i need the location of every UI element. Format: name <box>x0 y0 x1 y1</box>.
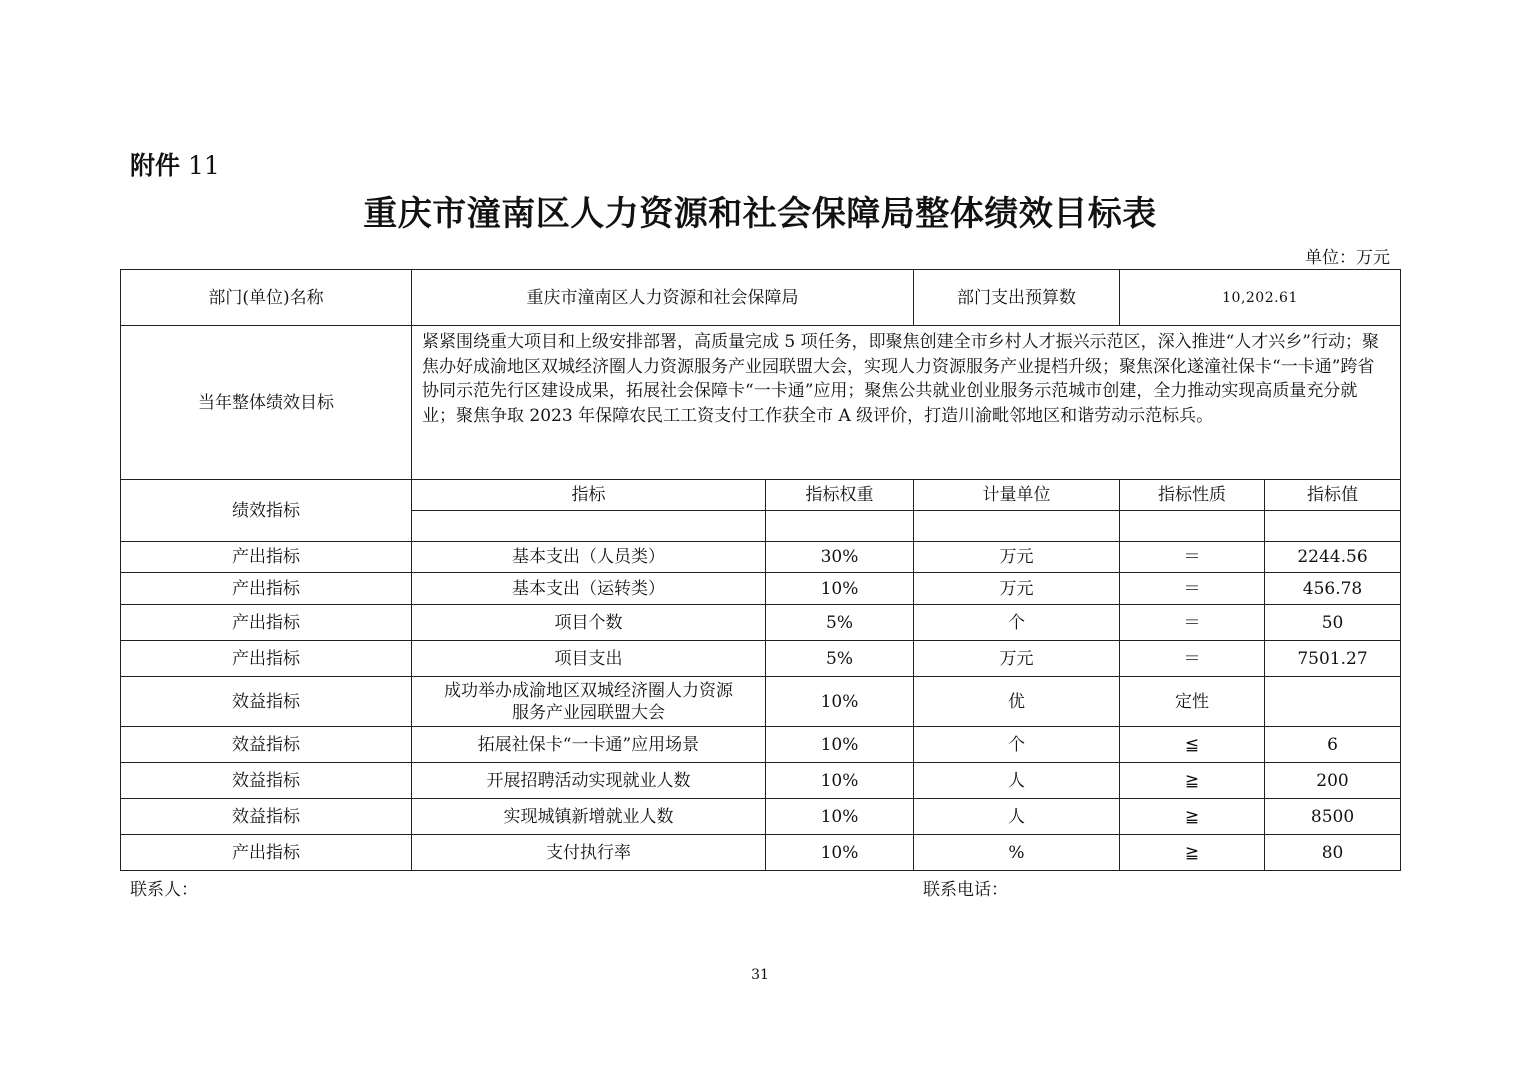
page-number: 31 <box>751 967 769 983</box>
row-indicator: 基本支出（运转类） <box>412 573 766 605</box>
row-nature: ＝ <box>1120 573 1265 605</box>
row-weight: 30% <box>766 542 914 573</box>
row-value <box>1265 677 1401 727</box>
row-weight: 10% <box>766 677 914 727</box>
row-weight: 5% <box>766 641 914 677</box>
row-value: 8500 <box>1265 799 1401 835</box>
table-row <box>121 799 1401 835</box>
row-weight: 10% <box>766 573 914 605</box>
table-row <box>121 763 1401 799</box>
row-weight: 10% <box>766 835 914 871</box>
row-indicator: 项目个数 <box>412 605 766 641</box>
goal-row <box>121 326 1401 480</box>
row-nature: ≦ <box>1120 727 1265 763</box>
header-unit: 计量单位 <box>914 480 1120 511</box>
table-row <box>121 573 1401 605</box>
performance-table <box>120 269 1401 871</box>
row-category: 效益指标 <box>121 727 412 763</box>
empty-cell <box>1265 511 1401 542</box>
row-value: 50 <box>1265 605 1401 641</box>
row-unit: 万元 <box>914 573 1120 605</box>
empty-cell <box>1120 511 1265 542</box>
row-weight: 5% <box>766 605 914 641</box>
row-value: 456.78 <box>1265 573 1401 605</box>
table-row <box>121 542 1401 573</box>
row-unit: 人 <box>914 763 1120 799</box>
row-indicator: 实现城镇新增就业人数 <box>412 799 766 835</box>
empty-cell <box>412 511 766 542</box>
table-row <box>121 835 1401 871</box>
dept-name-value: 重庆市潼南区人力资源和社会保障局 <box>412 270 914 326</box>
row-indicator: 基本支出（人员类） <box>412 542 766 573</box>
dept-row <box>121 270 1401 326</box>
row-indicator-line: 服务产业园联盟大会 <box>512 702 665 723</box>
row-unit: 个 <box>914 727 1120 763</box>
row-unit: 人 <box>914 799 1120 835</box>
row-category: 产出指标 <box>121 641 412 677</box>
row-nature: 定性 <box>1120 677 1265 727</box>
header-indicator: 指标 <box>412 480 766 511</box>
table-row <box>121 677 1401 727</box>
row-nature: ＝ <box>1120 605 1265 641</box>
empty-cell <box>766 511 914 542</box>
row-category: 产出指标 <box>121 835 412 871</box>
table-row <box>121 605 1401 641</box>
attachment-word: 附件 <box>130 151 181 180</box>
row-weight: 10% <box>766 799 914 835</box>
header-nature: 指标性质 <box>1120 480 1265 511</box>
indicator-header-row <box>121 480 1401 511</box>
indicator-section-label: 绩效指标 <box>121 480 412 542</box>
row-category: 效益指标 <box>121 799 412 835</box>
row-nature: ≧ <box>1120 835 1265 871</box>
attachment-number: 11 <box>187 151 220 180</box>
row-nature: ≧ <box>1120 763 1265 799</box>
row-indicator: 开展招聘活动实现就业人数 <box>412 763 766 799</box>
row-unit: 万元 <box>914 641 1120 677</box>
row-nature: ＝ <box>1120 542 1265 573</box>
row-indicator: 支付执行率 <box>412 835 766 871</box>
empty-cell <box>914 511 1120 542</box>
row-category: 产出指标 <box>121 605 412 641</box>
contact-label: 联系人： <box>130 880 198 900</box>
row-unit: 个 <box>914 605 1120 641</box>
row-value: 80 <box>1265 835 1401 871</box>
row-value: 7501.27 <box>1265 641 1401 677</box>
header-weight: 指标权重 <box>766 480 914 511</box>
table-row <box>121 727 1401 763</box>
row-unit: 优 <box>914 677 1120 727</box>
unit-label: 单位：万元 <box>1305 248 1390 268</box>
attachment-label <box>130 146 220 182</box>
row-weight: 10% <box>766 727 914 763</box>
dept-name-label: 部门(单位)名称 <box>121 270 412 326</box>
row-category: 效益指标 <box>121 677 412 727</box>
dept-budget-label: 部门支出预算数 <box>914 270 1120 326</box>
phone-label: 联系电话： <box>923 880 1008 900</box>
dept-budget-value: 10,202.61 <box>1120 270 1401 326</box>
row-value: 2244.56 <box>1265 542 1401 573</box>
document-title: 重庆市潼南区人力资源和社会保障局整体绩效目标表 <box>363 194 1157 234</box>
row-value: 200 <box>1265 763 1401 799</box>
row-category: 产出指标 <box>121 573 412 605</box>
row-indicator-line: 成功举办成渝地区双城经济圈人力资源 <box>444 680 733 701</box>
row-nature: ≧ <box>1120 799 1265 835</box>
row-unit: 万元 <box>914 542 1120 573</box>
header-value: 指标值 <box>1265 480 1401 511</box>
row-indicator: 拓展社保卡“一卡通”应用场景 <box>412 727 766 763</box>
goal-text: 紧紧围绕重大项目和上级安排部署，高质量完成 5 项任务，即聚焦创建全市乡村人才振兴示范区，深入推进“人才兴乡”行动；聚焦办好成渝地区双城经济圈人力资源服务产业园联盟大会，实现人力资源服务产业提档升级；聚焦深化遂潼社保卡“一卡通”跨省协同示范先行区建设成果，拓展社会保障卡“一卡通”应用；聚焦公共就业创业服务示范城市创建，全力推动实现高质量充分就业；聚焦争取 2023 年保障农民工工资支付工作获全市 A 级评价，打造川渝毗邻地区和谐劳动示范标兵。 <box>412 326 1401 480</box>
row-category: 产出指标 <box>121 542 412 573</box>
row-indicator: 项目支出 <box>412 641 766 677</box>
row-value: 6 <box>1265 727 1401 763</box>
goal-label: 当年整体绩效目标 <box>121 326 412 480</box>
row-unit: % <box>914 835 1120 871</box>
row-category: 效益指标 <box>121 763 412 799</box>
table-row <box>121 641 1401 677</box>
row-indicator <box>412 677 766 727</box>
row-nature: ＝ <box>1120 641 1265 677</box>
row-weight: 10% <box>766 763 914 799</box>
